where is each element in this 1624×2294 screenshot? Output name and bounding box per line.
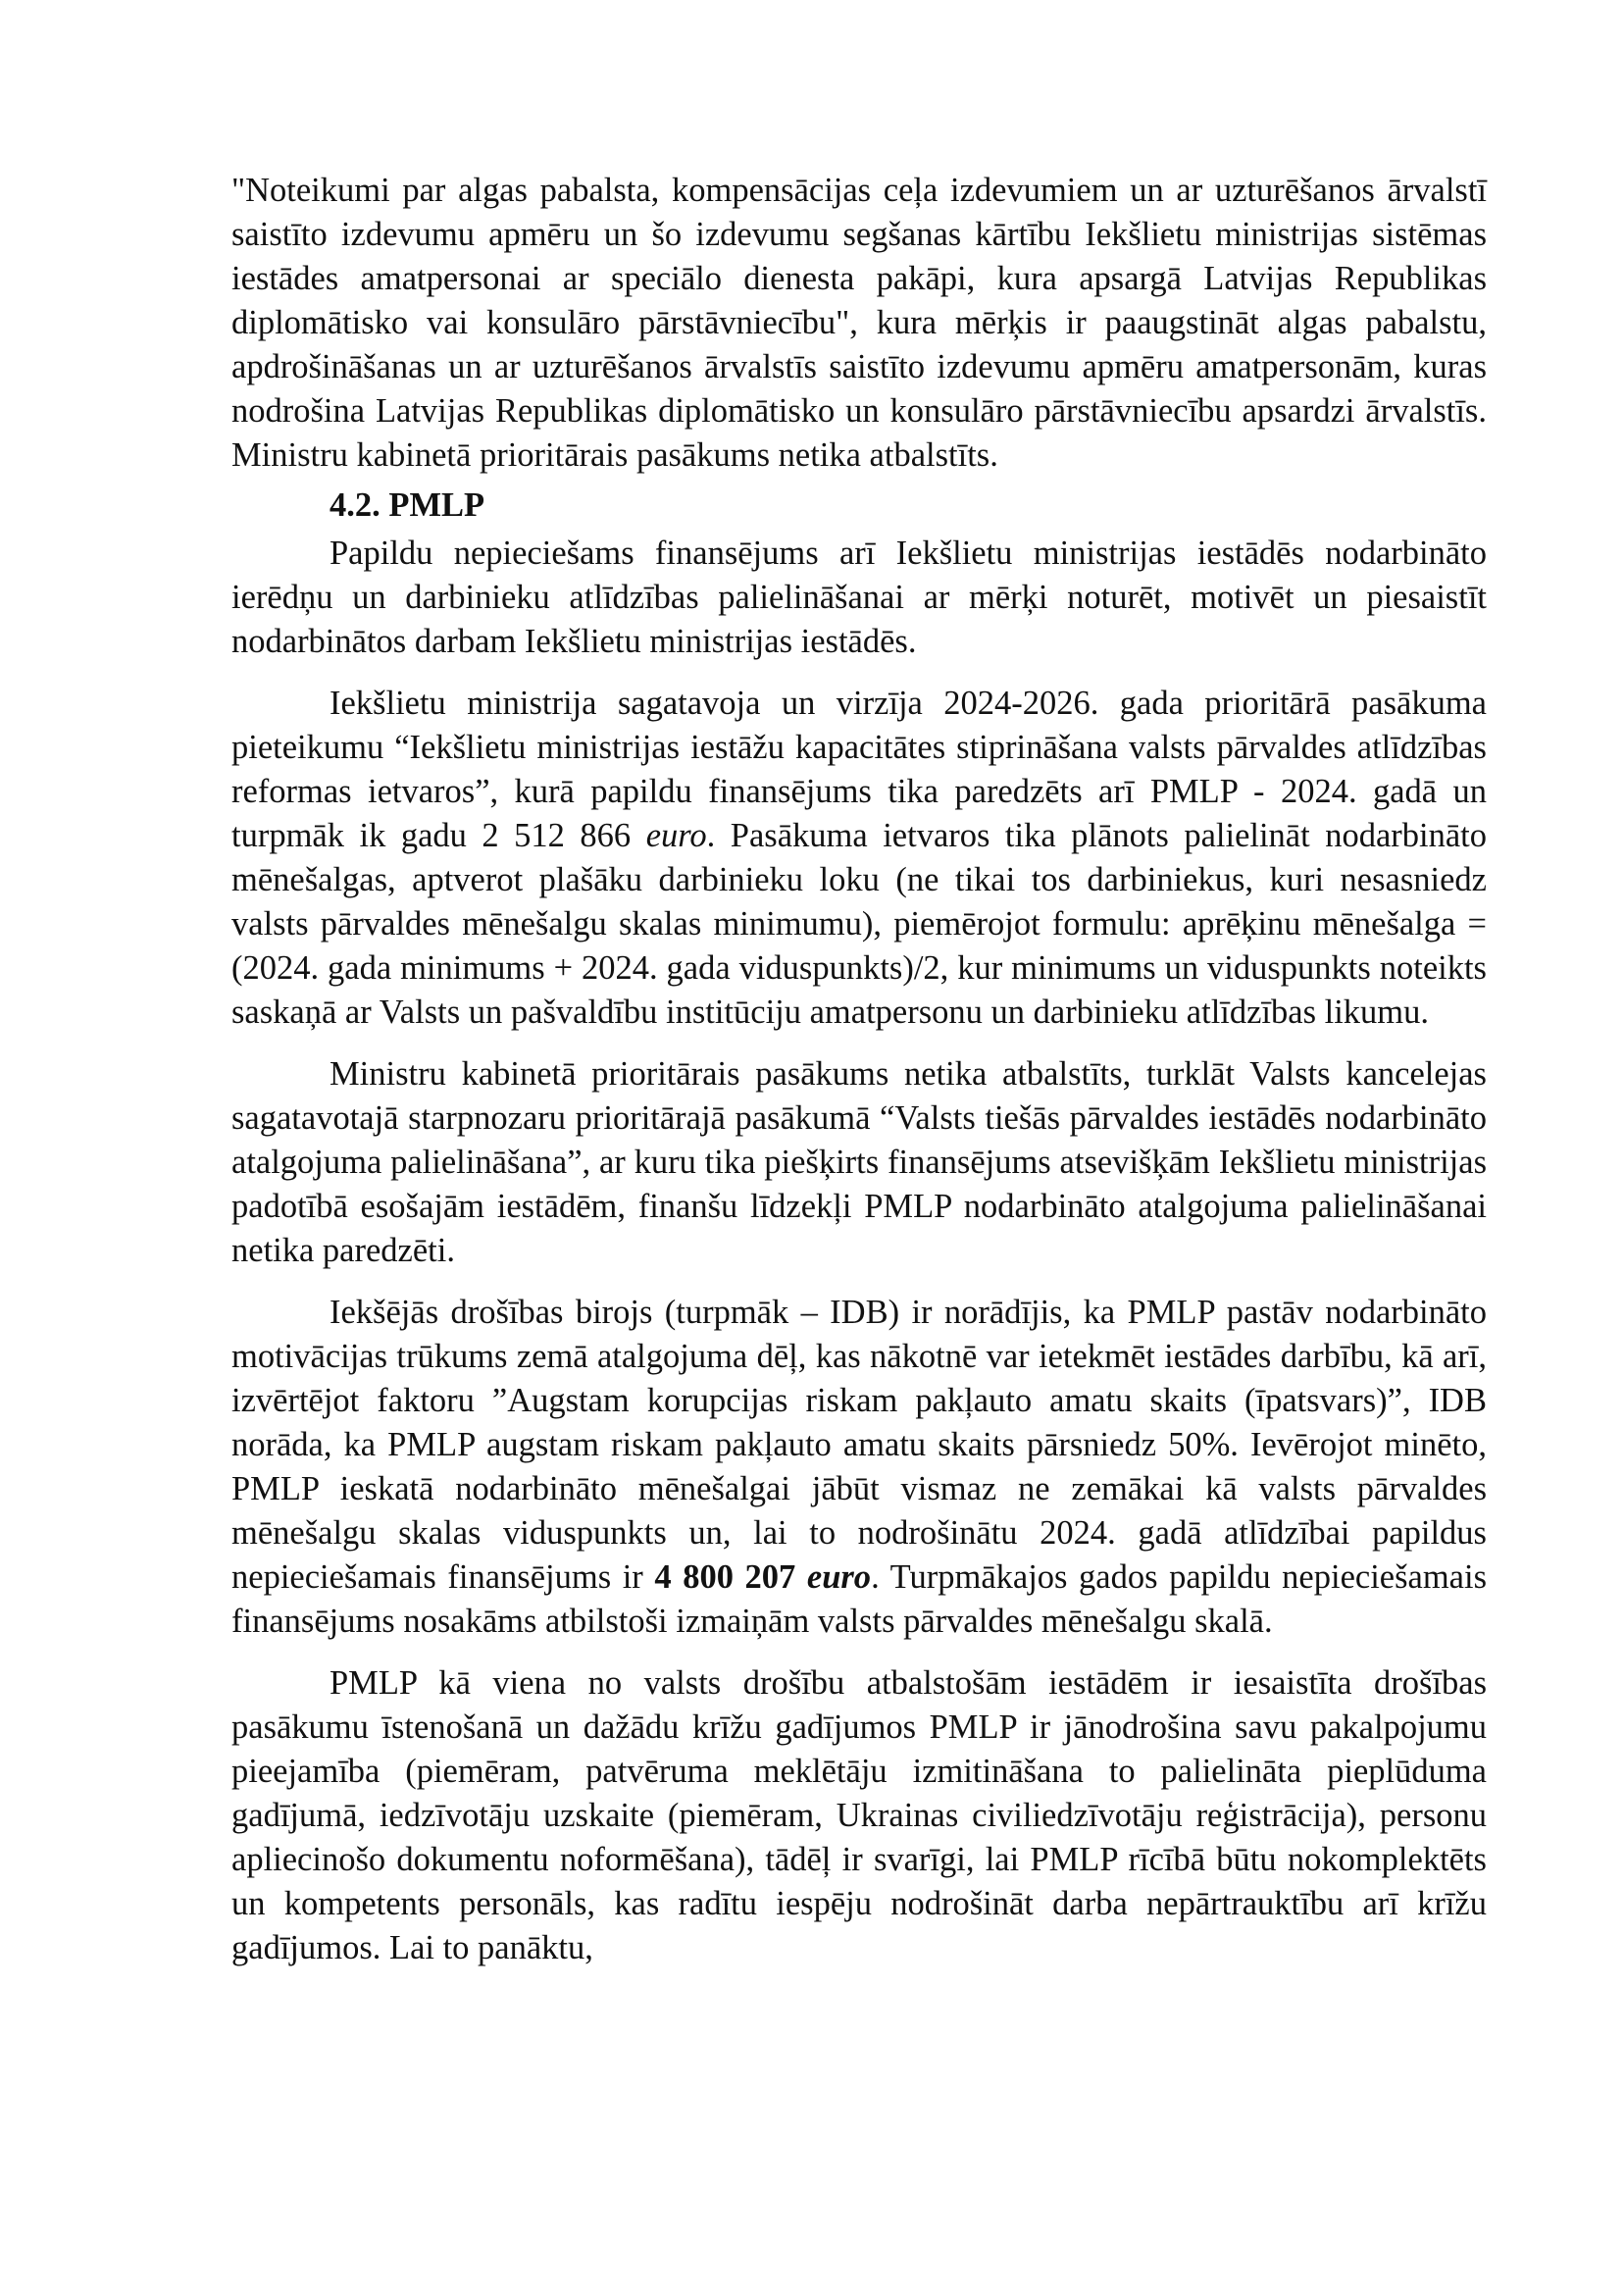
paragraph-priority-measure — [231, 682, 1487, 1035]
paragraph-regulation-reference: "Noteikumi par algas pabalsta, kompensācijas ceļa izdevumiem un ar uzturēšanos ārvalstī saistīto izdevumu apmēru un šo izdevumu segšanas kārtību Iekšlietu ministrijas sistēmas iestādes amatpersonai ar speciālo dienesta pakāpi, kura apsargā Latvijas Republikas diplomātisko vai konsulāro pārstāvniecību", kura mērķis ir paaugstināt algas pabalstu, apdrošināšanas un ar uzturēšanos ārvalstīs saistīto izdevumu apmēru amatpersonām, kuras nodrošina Latvijas Republikas diplomātisko un konsulāro pārstāvniecību apsardzi ārvalstīs. Ministru kabinetā prioritārais pasākums netika atbalstīts. — [231, 172, 1487, 474]
document-page — [231, 169, 1487, 1970]
paragraph-text: . Turpmākajos gados papildu nepieciešamais finansējums nosakāms atbilstoši izmaiņām valsts pārvaldes mēnešalgu skalā. — [231, 1558, 1488, 1640]
paragraph-funding-need: Papildu nepieciešams finansējums arī Iekšlietu ministrijas iestādēs nodarbināto ierēdņu un darbinieku atlīdzības palielināšanai ar mērķi noturēt, motivēt un piesaistīt nodarbinātos darbam Iekšlietu ministrijas iestādēs. — [231, 535, 1487, 660]
section-heading: 4.2. PMLP — [330, 486, 485, 524]
paragraph-idb-assessment — [231, 1291, 1487, 1644]
currency-label: euro — [806, 1558, 872, 1596]
currency-label: euro — [645, 817, 707, 854]
funding-amount: 4 800 207 — [654, 1558, 796, 1596]
paragraph-text: Iekšējās drošības birojs (turpmāk – IDB) ir norādījis, ka PMLP pastāv nodarbināto motivācijas trūkums zemā atalgojuma dēļ, kas nākotnē var ietekmēt iestādes darbību, kā arī, izvērtējot faktoru ”Augstam korupcijas riskam pakļauto amatu skaits (īpatsvars)”, IDB norāda, ka PMLP augstam riskam pakļauto amatu skaits pārsniedz 50%. Ievērojot minēto, PMLP ieskatā nodarbināto mēnešalgai jābūt vismaz ne zemākai kā valsts pārvaldes mēnešalgu skalas viduspunkts un, lai to nodrošinātu 2024. gadā atlīdzībai papildus nepieciešamais finansējums ir — [231, 1294, 1487, 1596]
paragraph-text: . Pasākuma ietvaros tika plānots palielināt nodarbināto mēnešalgas, aptverot plašāku darbinieku loku (ne tikai tos darbiniekus, kuri nesasniedz valsts pārvaldes mēnešalgu skalas minimumu), piemērojot formulu: aprēķinu mēnešalga = (2024. gada minimums + 2024. gada viduspunkts)/2, kur minimums un viduspunkts noteikts saskaņā ar Valsts un pašvaldību institūciju amatpersonu un darbinieku atlīdzības likumu. — [231, 817, 1488, 1031]
paragraph-text: Iekšlietu ministrija sagatavoja un virzīja 2024-2026. gada prioritārā pasākuma pieteikumu “Iekšlietu ministrijas iestāžu kapacitātes stiprināšana valsts pārvaldes atlīdzības reformas ietvaros”, kurā papildu finansējums tika paredzēts arī PMLP - 2024. gadā un turpmāk ik gadu 2 512 866 — [231, 685, 1487, 854]
paragraph-cabinet-decision: Ministru kabinetā prioritārais pasākums netika atbalstīts, turklāt Valsts kancelejas sagatavotajā starpnozaru prioritārajā pasākumā “Valsts tiešās pārvaldes iestādēs nodarbināto atalgojuma palielināšana”, ar kuru tika piešķirts finansējums atsevišķām Iekšlietu ministrijas padotībā esošajām iestādēm, finanšu līdzekļi PMLP nodarbināto atalgojuma palielināšanai netika paredzēti. — [231, 1055, 1487, 1269]
paragraph-security-role: PMLP kā viena no valsts drošību atbalstošām iestādēm ir iesaistīta drošības pasākumu īstenošanā un dažādu krīžu gadījumos PMLP ir jānodrošina savu pakalpojumu pieejamība (piemēram, patvēruma meklētāju izmitināšana to palielināta pieplūduma gadījumā, iedzīvotāju uzskaite (piemēram, Ukrainas civiliedzīvotāju reģistrācija), personu apliecinošo dokumentu noformēšana), tādēļ ir svarīgi, lai PMLP rīcībā būtu nokomplektēts un kompetents personāls, kas radītu iespēju nodrošināt darba nepārtrauktību arī krīžu gadījumos. Lai to panāktu, — [231, 1664, 1487, 1966]
